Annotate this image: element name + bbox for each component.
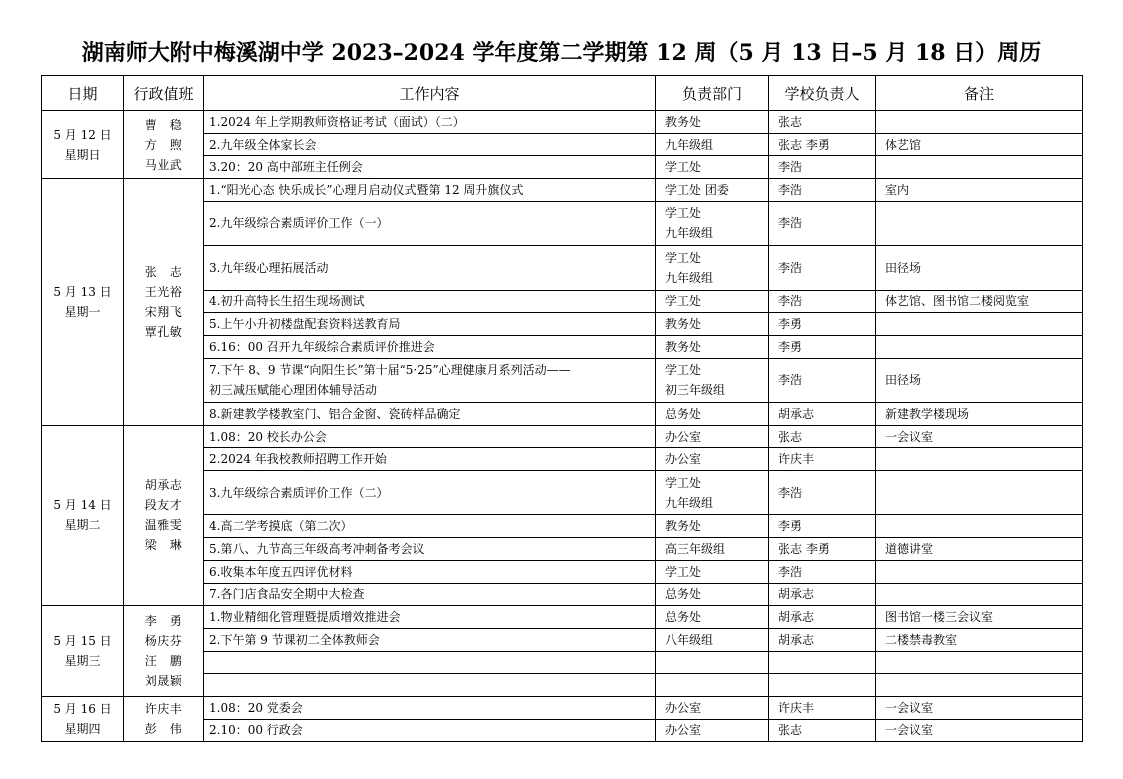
work-content-cell: 4.初升高特长生招生现场测试 bbox=[204, 290, 656, 313]
table-row bbox=[42, 179, 1083, 202]
leader-cell: 李勇 bbox=[769, 515, 876, 538]
leader-cell: 胡承志 bbox=[769, 583, 876, 606]
note-cell bbox=[876, 583, 1083, 606]
header-note: 备注 bbox=[876, 76, 1083, 111]
note-cell bbox=[876, 111, 1083, 134]
note-cell: 新建教学楼现场 bbox=[876, 402, 1083, 425]
department-cell: 学工处 九年级组 bbox=[656, 471, 769, 515]
header-content: 工作内容 bbox=[204, 76, 656, 111]
leader-cell bbox=[769, 651, 876, 674]
day-date-cell: 5 月 13 日 星期一 bbox=[42, 179, 124, 426]
note-cell: 道德讲堂 bbox=[876, 538, 1083, 561]
leader-cell: 李浩 bbox=[769, 471, 876, 515]
note-cell: 二楼禁毒教室 bbox=[876, 628, 1083, 651]
work-content-cell: 2.2024 年我校教师招聘工作开始 bbox=[204, 448, 656, 471]
note-cell: 图书馆一楼三会议室 bbox=[876, 606, 1083, 629]
note-cell: 一会议室 bbox=[876, 719, 1083, 742]
work-content-cell: 8.新建教学楼教室门、铝合金窗、瓷砖样品确定 bbox=[204, 402, 656, 425]
table-header bbox=[42, 76, 1083, 111]
department-cell: 办公室 bbox=[656, 719, 769, 742]
work-content-cell: 3.九年级综合素质评价工作（二） bbox=[204, 471, 656, 515]
note-cell bbox=[876, 515, 1083, 538]
leader-cell: 李勇 bbox=[769, 335, 876, 358]
leader-cell: 胡承志 bbox=[769, 606, 876, 629]
work-content-cell: 7.各门店食品安全期中大检查 bbox=[204, 583, 656, 606]
header-date: 日期 bbox=[42, 76, 124, 111]
day-group bbox=[42, 696, 1083, 741]
department-cell: 总务处 bbox=[656, 583, 769, 606]
work-content-cell: 1.“阳光心态 快乐成长”心理月启动仪式暨第 12 周升旗仪式 bbox=[204, 179, 656, 202]
work-content-cell: 1.2024 年上学期教师资格证考试（面试）（二） bbox=[204, 111, 656, 134]
department-cell: 学工处 初三年级组 bbox=[656, 358, 769, 402]
note-cell bbox=[876, 674, 1083, 697]
day-group bbox=[42, 179, 1083, 426]
leader-cell: 许庆丰 bbox=[769, 696, 876, 719]
day-date-cell: 5 月 16 日 星期四 bbox=[42, 696, 124, 741]
duty-staff-cell: 许庆丰 彭 伟 bbox=[124, 696, 204, 741]
department-cell: 高三年级组 bbox=[656, 538, 769, 561]
note-cell: 一会议室 bbox=[876, 425, 1083, 448]
department-cell: 总务处 bbox=[656, 606, 769, 629]
department-cell: 学工处 九年级组 bbox=[656, 201, 769, 245]
header-duty: 行政值班 bbox=[124, 76, 204, 111]
note-cell bbox=[876, 156, 1083, 179]
leader-cell: 李浩 bbox=[769, 156, 876, 179]
work-content-cell: 7.下午 8、9 节课“向阳生长”第十届“5·25”心理健康月系列活动—— 初三减压赋能心理团体辅导活动 bbox=[204, 358, 656, 402]
work-content-cell: 3.20：20 高中部班主任例会 bbox=[204, 156, 656, 179]
header-leader: 学校负责人 bbox=[769, 76, 876, 111]
note-cell bbox=[876, 448, 1083, 471]
day-date-cell: 5 月 15 日 星期三 bbox=[42, 606, 124, 697]
note-cell: 田径场 bbox=[876, 358, 1083, 402]
work-content-cell: 2.10：00 行政会 bbox=[204, 719, 656, 742]
department-cell: 学工处 团委 bbox=[656, 179, 769, 202]
header-row bbox=[42, 76, 1083, 111]
leader-cell: 胡承志 bbox=[769, 402, 876, 425]
duty-staff-cell: 张 志 王光裕 宋翔飞 覃孔敏 bbox=[124, 179, 204, 426]
duty-staff-cell: 胡承志 段友才 温雅雯 梁 琳 bbox=[124, 425, 204, 606]
work-content-cell bbox=[204, 651, 656, 674]
leader-cell: 许庆丰 bbox=[769, 448, 876, 471]
leader-cell: 李浩 bbox=[769, 560, 876, 583]
leader-cell: 张志 bbox=[769, 111, 876, 134]
work-content-cell: 1.08：20 校长办公会 bbox=[204, 425, 656, 448]
leader-cell: 李浩 bbox=[769, 290, 876, 313]
leader-cell: 张志 李勇 bbox=[769, 133, 876, 156]
note-cell bbox=[876, 335, 1083, 358]
leader-cell: 李勇 bbox=[769, 313, 876, 336]
work-content-cell: 2.下午第 9 节课初二全体教师会 bbox=[204, 628, 656, 651]
department-cell: 总务处 bbox=[656, 402, 769, 425]
work-content-cell: 2.九年级综合素质评价工作（一） bbox=[204, 201, 656, 245]
leader-cell: 胡承志 bbox=[769, 628, 876, 651]
note-cell bbox=[876, 471, 1083, 515]
note-cell: 室内 bbox=[876, 179, 1083, 202]
note-cell bbox=[876, 201, 1083, 245]
note-cell: 体艺馆、图书馆二楼阅览室 bbox=[876, 290, 1083, 313]
day-date-cell: 5 月 12 日 星期日 bbox=[42, 111, 124, 179]
department-cell: 学工处 九年级组 bbox=[656, 246, 769, 290]
note-cell bbox=[876, 560, 1083, 583]
department-cell bbox=[656, 651, 769, 674]
leader-cell: 张志 bbox=[769, 425, 876, 448]
table-row bbox=[42, 425, 1083, 448]
duty-staff-cell: 曹 稳 方 煦 马业武 bbox=[124, 111, 204, 179]
note-cell: 一会议室 bbox=[876, 696, 1083, 719]
day-date-cell: 5 月 14 日 星期二 bbox=[42, 425, 124, 606]
work-content-cell: 2.九年级全体家长会 bbox=[204, 133, 656, 156]
note-cell: 田径场 bbox=[876, 246, 1083, 290]
leader-cell bbox=[769, 674, 876, 697]
department-cell: 办公室 bbox=[656, 448, 769, 471]
department-cell: 学工处 bbox=[656, 290, 769, 313]
department-cell: 教务处 bbox=[656, 335, 769, 358]
table-row bbox=[42, 606, 1083, 629]
note-cell: 体艺馆 bbox=[876, 133, 1083, 156]
leader-cell: 李浩 bbox=[769, 358, 876, 402]
work-content-cell: 5.第八、九节高三年级高考冲刺备考会议 bbox=[204, 538, 656, 561]
department-cell: 办公室 bbox=[656, 696, 769, 719]
work-content-cell: 1.08：20 党委会 bbox=[204, 696, 656, 719]
department-cell: 办公室 bbox=[656, 425, 769, 448]
leader-cell: 李浩 bbox=[769, 179, 876, 202]
day-group bbox=[42, 111, 1083, 179]
duty-staff-cell: 李 勇 杨庆芬 汪 鹏 刘晟颖 bbox=[124, 606, 204, 697]
day-group bbox=[42, 606, 1083, 697]
leader-cell: 李浩 bbox=[769, 201, 876, 245]
work-content-cell: 6.16：00 召开九年级综合素质评价推进会 bbox=[204, 335, 656, 358]
department-cell bbox=[656, 674, 769, 697]
leader-cell: 张志 bbox=[769, 719, 876, 742]
work-content-cell: 4.高二学考摸底（第二次） bbox=[204, 515, 656, 538]
work-content-cell: 5.上午小升初楼盘配套资料送教育局 bbox=[204, 313, 656, 336]
page-title: 湖南师大附中梅溪湖中学 2023–2024 学年度第二学期第 12 周（5 月 13 日–5 月 18 日）周历 bbox=[81, 40, 1042, 66]
department-cell: 教务处 bbox=[656, 515, 769, 538]
header-department: 负责部门 bbox=[656, 76, 769, 111]
department-cell: 教务处 bbox=[656, 111, 769, 134]
note-cell bbox=[876, 651, 1083, 674]
department-cell: 九年级组 bbox=[656, 133, 769, 156]
day-group bbox=[42, 425, 1083, 606]
table-row bbox=[42, 696, 1083, 719]
work-content-cell: 1.物业精细化管理暨提质增效推进会 bbox=[204, 606, 656, 629]
department-cell: 学工处 bbox=[656, 156, 769, 179]
table-row bbox=[42, 111, 1083, 134]
department-cell: 学工处 bbox=[656, 560, 769, 583]
department-cell: 八年级组 bbox=[656, 628, 769, 651]
work-content-cell bbox=[204, 674, 656, 697]
leader-cell: 张志 李勇 bbox=[769, 538, 876, 561]
department-cell: 教务处 bbox=[656, 313, 769, 336]
work-content-cell: 6.收集本年度五四评优材料 bbox=[204, 560, 656, 583]
note-cell bbox=[876, 313, 1083, 336]
work-content-cell: 3.九年级心理拓展活动 bbox=[204, 246, 656, 290]
leader-cell: 李浩 bbox=[769, 246, 876, 290]
weekly-schedule-table bbox=[41, 75, 1083, 742]
